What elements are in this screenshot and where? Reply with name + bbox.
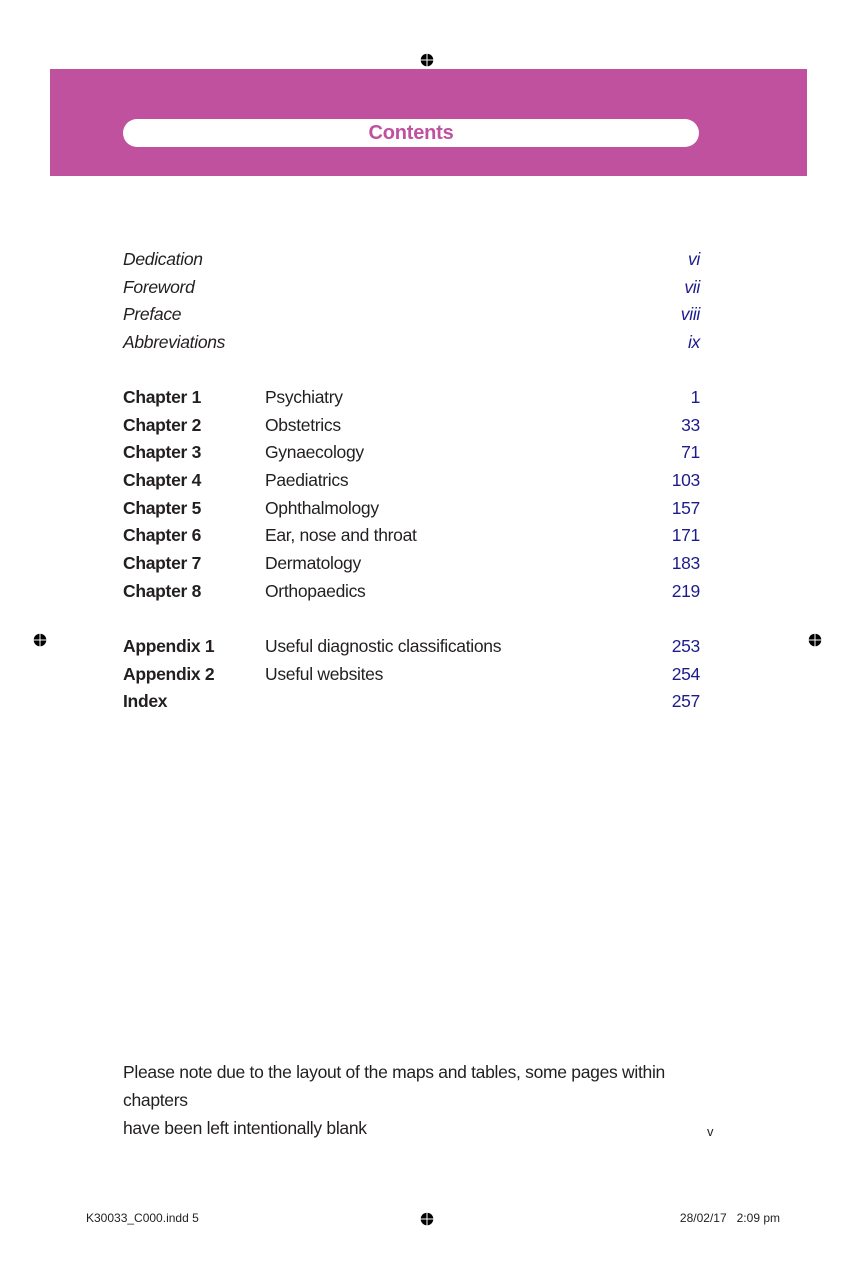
chapter-title: Ear, nose and throat	[265, 525, 417, 546]
chapter-label: Chapter 3	[123, 442, 202, 463]
index-label: Index	[123, 691, 168, 712]
toc-entry-page: viii	[680, 304, 700, 325]
chapter-title: Psychiatry	[265, 387, 343, 407]
slug-filename: K30033_C000.indd 5	[86, 1211, 199, 1225]
toc-entry-page: ix	[687, 332, 700, 353]
chapter-page: 183	[671, 553, 700, 574]
toc-entry-foreword[interactable]	[123, 274, 700, 302]
front-matter-list	[123, 246, 700, 357]
chapter-title: Gynaecology	[265, 442, 364, 463]
toc-entry-chapter-3[interactable]	[123, 439, 700, 467]
slug-timestamp: 28/02/17 2:09 pm	[679, 1211, 780, 1225]
page-title: Contents	[368, 121, 454, 144]
toc-entry-index[interactable]	[123, 688, 700, 716]
appendix-title: Useful diagnostic classifications	[265, 636, 502, 656]
chapter-label: Chapter 2	[123, 414, 202, 435]
chapter-label: Chapter 1	[123, 387, 202, 407]
chapter-page: 71	[681, 442, 700, 463]
chapter-label: Chapter 8	[123, 580, 202, 601]
chapter-label: Chapter 5	[123, 497, 202, 518]
registration-mark-top-icon	[420, 53, 434, 67]
chapter-title: Paediatrics	[265, 470, 349, 491]
back-matter-list	[123, 633, 700, 716]
chapter-list	[123, 384, 700, 606]
registration-mark-bottom-icon	[420, 1212, 434, 1226]
chapter-title: Dermatology	[265, 553, 361, 574]
index-page: 257	[671, 691, 700, 712]
toc-entry-page: vi	[687, 249, 700, 269]
toc-entry-dedication[interactable]	[123, 246, 700, 274]
registration-mark-left-icon	[33, 633, 47, 647]
chapter-title: Obstetrics	[265, 414, 341, 435]
layout-note-line-2: have been left intentionally blank	[123, 1118, 367, 1138]
chapter-label: Chapter 6	[123, 525, 202, 546]
page-folio: v	[707, 1124, 714, 1139]
toc-entry-appendix-1[interactable]	[123, 633, 700, 661]
chapter-title: Orthopaedics	[265, 580, 366, 601]
toc-entry-label: Abbreviations	[123, 332, 226, 353]
toc-entry-chapter-6[interactable]	[123, 522, 700, 550]
toc-entry-label: Preface	[123, 304, 182, 325]
chapter-title: Ophthalmology	[265, 497, 379, 518]
toc-entry-chapter-8[interactable]	[123, 578, 700, 606]
toc-entry-chapter-2[interactable]	[123, 412, 700, 440]
toc-entry-chapter-5[interactable]	[123, 495, 700, 523]
registration-mark-right-icon	[808, 633, 822, 647]
toc-entry-label: Dedication	[123, 249, 203, 269]
toc-entry-chapter-4[interactable]	[123, 467, 700, 495]
toc-entry-chapter-1[interactable]	[123, 384, 700, 412]
toc-entry-preface[interactable]	[123, 301, 700, 329]
chapter-page: 103	[671, 470, 700, 491]
toc-entry-chapter-7[interactable]	[123, 550, 700, 578]
title-pill	[123, 119, 699, 147]
toc-entry-page: vii	[684, 276, 700, 297]
toc-entry-abbreviations[interactable]	[123, 329, 700, 357]
header-banner	[50, 69, 807, 176]
chapter-page: 219	[671, 580, 700, 601]
chapter-page: 1	[690, 387, 700, 407]
layout-note-line-1: Please note due to the layout of the maps and tables, some pages within chapters	[123, 1062, 665, 1110]
chapter-page: 33	[681, 414, 700, 435]
chapter-page: 157	[671, 497, 700, 518]
appendix-page: 254	[671, 663, 700, 684]
appendix-label: Appendix 2	[123, 663, 215, 684]
layout-note	[123, 1058, 723, 1142]
chapter-label: Chapter 4	[123, 470, 202, 491]
toc-entry-label: Foreword	[123, 276, 195, 297]
appendix-title: Useful websites	[265, 663, 384, 684]
appendix-label: Appendix 1	[123, 636, 215, 656]
chapter-page: 171	[671, 525, 700, 546]
toc-entry-appendix-2[interactable]	[123, 661, 700, 689]
chapter-label: Chapter 7	[123, 553, 202, 574]
appendix-page: 253	[671, 636, 700, 656]
